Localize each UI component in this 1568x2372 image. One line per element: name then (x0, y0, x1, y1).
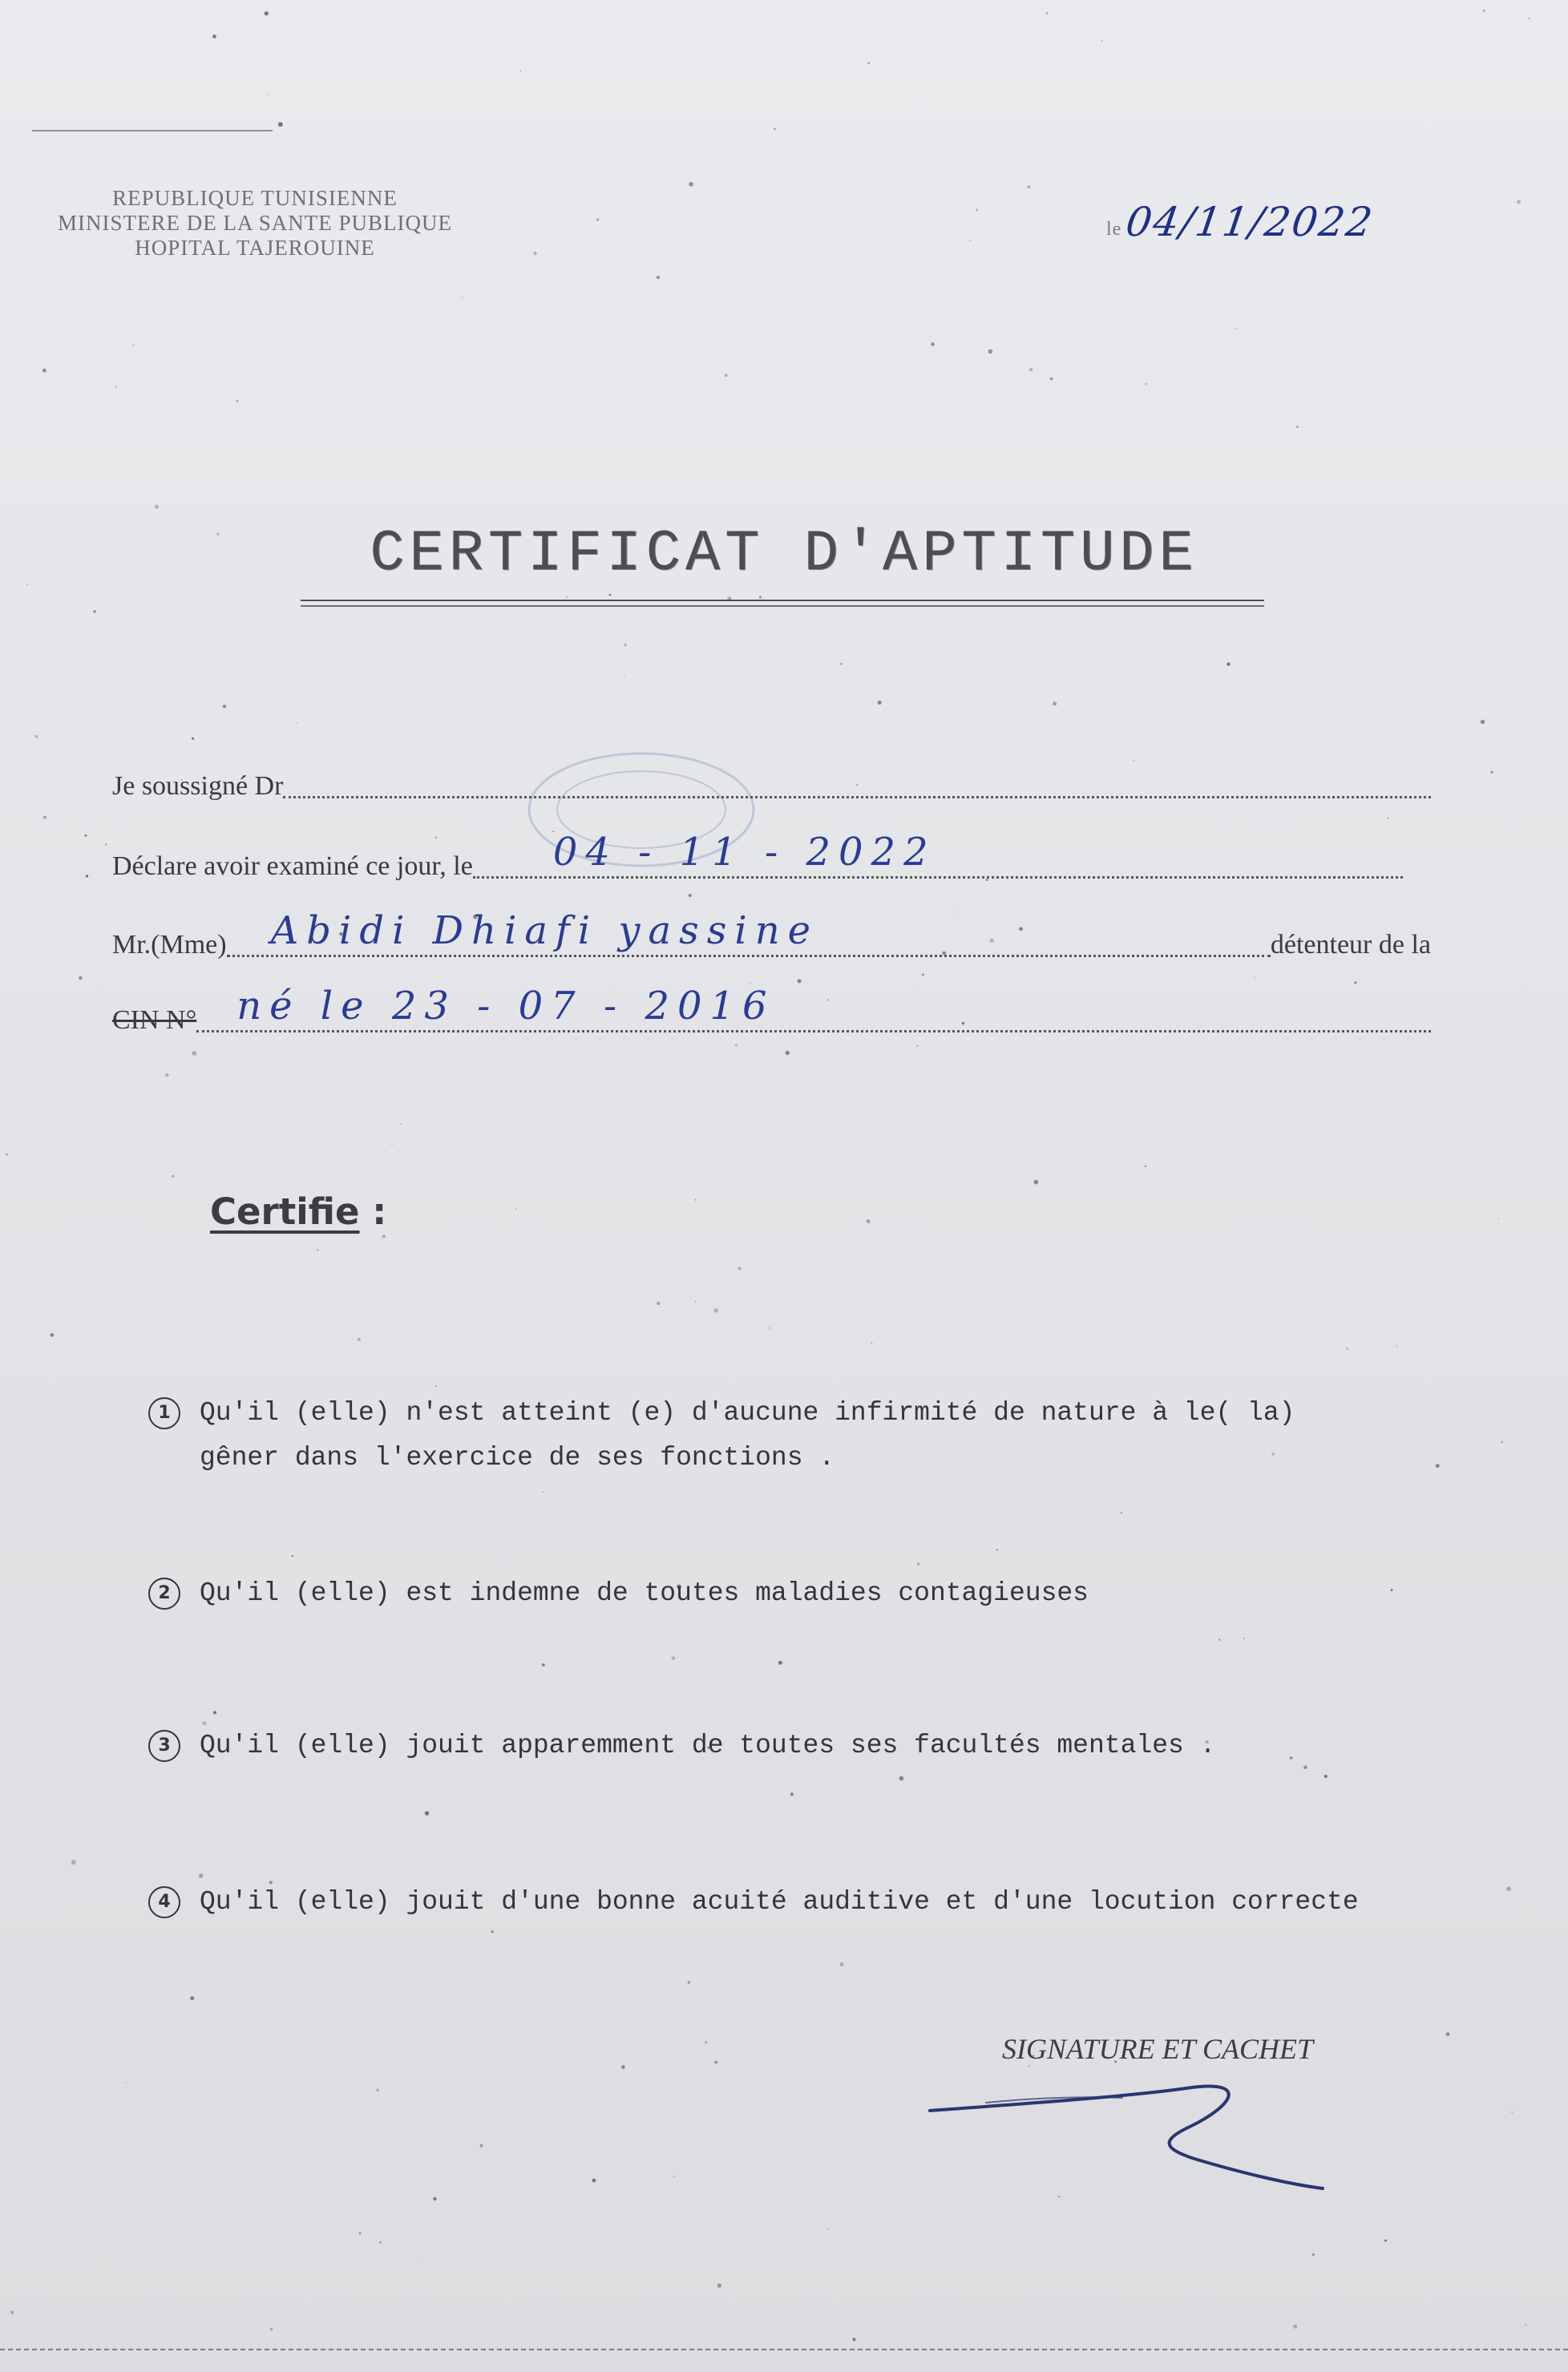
speck (1034, 1180, 1039, 1185)
speck (480, 2144, 483, 2148)
speck (566, 596, 568, 598)
speck (425, 1811, 429, 1815)
doctor-dotted-field (283, 748, 1431, 798)
speck (867, 62, 870, 64)
speck (592, 2179, 596, 2183)
speck (786, 1051, 790, 1055)
speck (376, 2089, 378, 2091)
speck (1511, 2111, 1513, 2113)
issue-date-value: 04/11/2022 (1123, 199, 1377, 245)
speck (236, 400, 239, 402)
speck (609, 594, 612, 596)
speck (190, 1996, 194, 2000)
speck (899, 1776, 904, 1781)
speck (976, 208, 978, 211)
patient-line (112, 908, 1431, 964)
speck (1517, 200, 1521, 204)
speck (133, 345, 135, 346)
clause-2 (148, 1571, 1375, 1616)
patient-dotted-field (227, 907, 1271, 957)
handwritten-signature (922, 2064, 1483, 2192)
speck (1218, 1639, 1220, 1640)
speck (172, 1175, 174, 1178)
speck (1293, 2325, 1297, 2329)
speck (969, 240, 971, 242)
cin-dotted-field (196, 982, 1431, 1032)
clause-1 (148, 1391, 1375, 1481)
certifie-colon: : (372, 1190, 387, 1233)
speck (433, 2197, 436, 2200)
exam-date-label: Déclare avoir examiné ce jour, le (112, 851, 473, 881)
speck (1498, 1218, 1499, 1219)
speck (292, 1555, 293, 1557)
speck (624, 675, 625, 676)
speck (713, 1308, 718, 1313)
speck (1501, 1441, 1503, 1444)
speck (34, 735, 38, 738)
speck (1121, 1512, 1122, 1513)
speck (852, 2338, 855, 2341)
speck (1254, 977, 1255, 979)
clause-1-text: Qu'il (elle) n'est atteint (e) d'aucune infirmité de nature à le( la) gêner dans l'exercice de ses fonctions . (200, 1398, 1295, 1473)
speck (672, 1656, 676, 1660)
speck (93, 610, 96, 613)
speck (1046, 12, 1048, 14)
speck (105, 843, 107, 845)
speck (769, 1327, 770, 1329)
speck (126, 2083, 127, 2084)
clause-4 (148, 1880, 1375, 1925)
speck (839, 1962, 843, 1966)
speck (79, 976, 82, 980)
speck (223, 705, 226, 708)
speck (1490, 771, 1493, 774)
speck (931, 342, 934, 345)
speck (778, 1661, 782, 1665)
header-ministry: MINISTERE DE LA SANTE PUBLIQUE (58, 211, 452, 235)
speck (1227, 662, 1230, 665)
speck (1436, 1464, 1440, 1468)
signature-label: SIGNATURE ET CACHET (1002, 2033, 1314, 2065)
speck (1481, 720, 1485, 724)
speck (695, 1199, 697, 1201)
speck (391, 1144, 393, 1146)
speck (278, 122, 283, 127)
clause-4-number: 4 (148, 1886, 180, 1918)
speck (673, 2176, 675, 2177)
speck (317, 1249, 319, 1251)
speck (165, 1073, 169, 1077)
speck (115, 386, 117, 388)
header-republic: REPUBLIQUE TUNISIENNE (112, 186, 398, 210)
speck (1146, 383, 1147, 385)
speck (621, 2065, 625, 2069)
speck (86, 875, 88, 877)
speck (1050, 378, 1053, 381)
speck (6, 1154, 8, 1156)
clause-2-text: Qu'il (elle) est indemne de toutes maladies contagieuses (200, 1578, 1089, 1608)
speck (917, 1562, 920, 1566)
speck (1029, 368, 1033, 371)
speck (988, 350, 993, 354)
speck (464, 2359, 465, 2360)
speck (1391, 1589, 1393, 1591)
speck (359, 2232, 362, 2234)
speck (462, 297, 463, 299)
title-underline (301, 600, 1264, 607)
speck (725, 374, 728, 378)
speck (1384, 2240, 1387, 2242)
patient-value: Abidi Dhiafi yassine (270, 908, 819, 953)
exam-date-dotted-field (473, 828, 1403, 879)
cin-line (112, 984, 1431, 1039)
speck (1101, 40, 1103, 42)
speck (759, 596, 762, 598)
clause-4-text: Qu'il (elle) jouit d'une bonne acuité auditive et d'une locution correcte (200, 1887, 1359, 1917)
speck (10, 2311, 14, 2314)
speck (192, 737, 194, 740)
speck (717, 2284, 721, 2288)
cin-value: né le 23 - 07 - 2016 (236, 984, 775, 1028)
speck (71, 1860, 76, 1865)
speck (1387, 818, 1388, 819)
speck (270, 2328, 273, 2330)
speck (1324, 1775, 1328, 1778)
speck (1347, 1348, 1349, 1350)
speck (840, 663, 843, 665)
speck (827, 2229, 829, 2230)
speck (85, 834, 87, 837)
footer-rule (0, 2349, 1568, 2354)
speck (43, 816, 46, 819)
certifie-heading (210, 1190, 386, 1233)
speck (192, 1051, 196, 1056)
speck (596, 218, 600, 221)
speck (26, 584, 28, 585)
speck (155, 505, 159, 509)
speck (624, 643, 627, 646)
clause-3-text: Qu'il (elle) jouit apparemment de toutes ses facultés mentales . (200, 1731, 1216, 1760)
certificate-title: CERTIFICAT D'APTITUDE (370, 521, 1198, 587)
speck (790, 1792, 794, 1796)
speck (1145, 1166, 1146, 1167)
speck (1446, 2032, 1450, 2036)
header-hospital: HOPITAL TAJEROUINE (135, 236, 375, 260)
speck (358, 1338, 361, 1341)
holder-label: détenteur de la (1270, 930, 1431, 960)
speck (1396, 1345, 1398, 1347)
speck (1053, 701, 1057, 705)
patient-label: Mr.(Mme) (112, 930, 227, 960)
speck (199, 1873, 204, 1878)
speck (296, 722, 297, 723)
speck (51, 1333, 55, 1337)
speck (1296, 426, 1299, 428)
cin-label: CIN N° (112, 1005, 197, 1035)
speck (917, 1045, 919, 1047)
speck (738, 1267, 741, 1270)
speck (657, 1302, 660, 1305)
clause-1-number: 1 (148, 1397, 180, 1429)
clause-3 (148, 1723, 1375, 1768)
speck (1028, 185, 1031, 188)
speck (216, 533, 219, 535)
speck (265, 11, 269, 15)
speck (689, 182, 693, 187)
issue-date-prefix: le (1106, 219, 1122, 240)
speck (213, 1711, 216, 1714)
speck (688, 1981, 690, 1983)
clause-2-number: 2 (148, 1578, 180, 1610)
speck (212, 34, 216, 38)
speck (695, 1301, 696, 1302)
speck (491, 1930, 493, 1933)
doctor-label: Je soussigné Dr (112, 771, 284, 801)
speck (542, 1663, 545, 1667)
speck (1525, 2324, 1526, 2326)
speck (533, 252, 536, 255)
speck (735, 1045, 738, 1047)
speck (878, 701, 882, 705)
top-rule (32, 130, 273, 131)
speck (922, 974, 924, 976)
clause-3-number: 3 (148, 1730, 180, 1762)
speck (543, 1492, 544, 1493)
speck (1529, 18, 1530, 19)
speck (1235, 328, 1237, 329)
speck (1058, 2196, 1060, 2197)
speck (400, 1123, 402, 1125)
speck (268, 94, 269, 95)
exam-date-value: 04 - 11 - 2022 (552, 830, 936, 875)
exam-date-line (112, 830, 1403, 885)
speck (515, 1209, 517, 1210)
speck (996, 1549, 998, 1550)
speck (1483, 10, 1485, 12)
speck (1312, 2253, 1315, 2256)
speck (435, 1385, 437, 1387)
speck (867, 1219, 871, 1223)
speck (421, 2260, 422, 2261)
speck (714, 2061, 717, 2064)
speck (379, 2241, 381, 2243)
speck (42, 369, 46, 373)
speck (774, 128, 776, 131)
speck (689, 894, 692, 897)
speck (871, 1343, 873, 1344)
institution-header (14, 186, 495, 261)
speck (657, 276, 660, 279)
speck (382, 1234, 386, 1238)
speck (705, 2041, 707, 2043)
speck (1243, 1638, 1245, 1639)
certifie-label: Certifie (210, 1190, 360, 1233)
issue-date (1106, 189, 1377, 245)
doctor-line (112, 754, 1431, 805)
speck (1506, 1886, 1511, 1891)
